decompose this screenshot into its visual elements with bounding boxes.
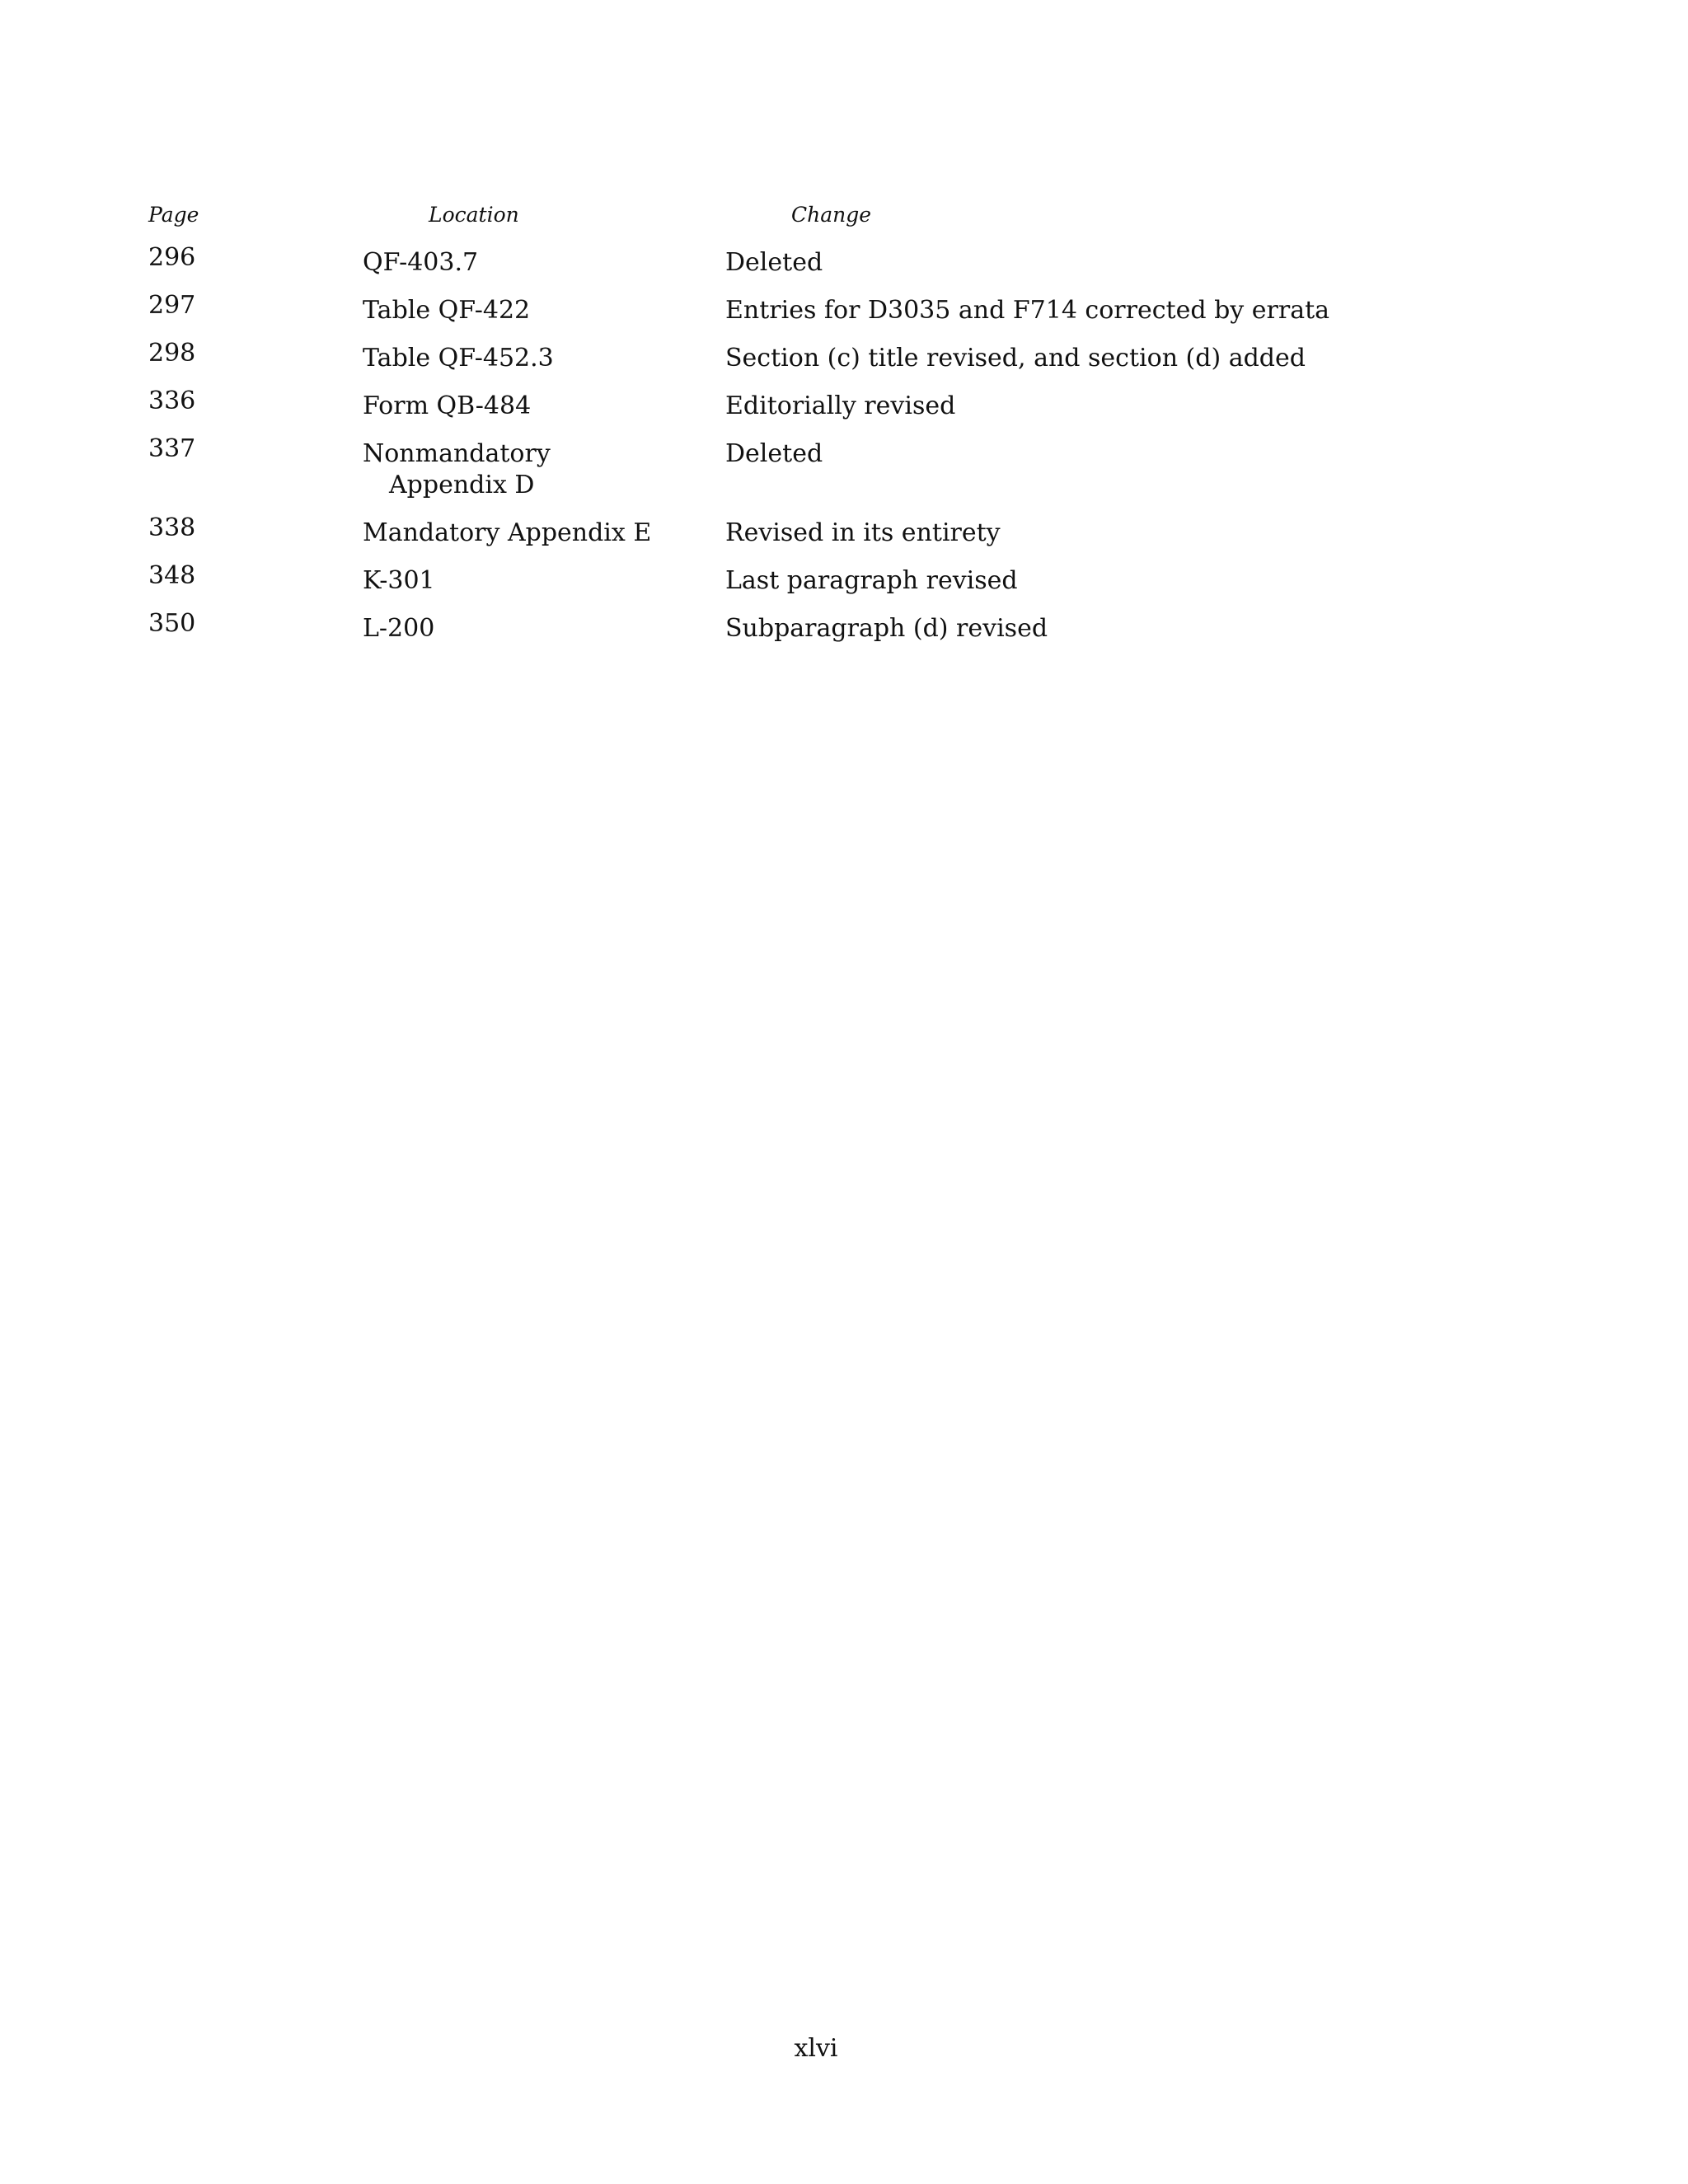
row-location-line: L-200 xyxy=(363,614,435,643)
table-row xyxy=(0,562,1688,610)
table-row xyxy=(0,514,1688,562)
row-page-number: 298 xyxy=(148,339,196,368)
table-row xyxy=(0,244,1688,292)
row-location-line: Form QB-484 xyxy=(363,391,532,420)
row-location xyxy=(363,247,709,279)
row-location xyxy=(363,613,709,644)
row-page-number: 348 xyxy=(148,561,196,590)
row-location xyxy=(363,343,709,374)
row-location-line: K-301 xyxy=(363,566,435,595)
column-header-location: Location xyxy=(429,203,519,227)
row-location-line: Appendix D xyxy=(389,471,535,499)
row-location-line: Nonmandatory xyxy=(363,439,551,468)
row-location xyxy=(363,295,709,326)
row-change: Revised in its entirety xyxy=(725,518,1001,547)
column-header-page: Page xyxy=(148,203,199,227)
row-page-number: 296 xyxy=(148,243,196,272)
row-page-number: 338 xyxy=(148,513,196,542)
row-change: Deleted xyxy=(725,439,823,468)
row-change: Deleted xyxy=(725,248,823,277)
row-location-line: Table QF-452.3 xyxy=(363,344,554,373)
row-change: Last paragraph revised xyxy=(725,566,1018,595)
table-row xyxy=(0,387,1688,435)
changes-table xyxy=(0,244,1688,658)
column-header-change: Change xyxy=(791,203,872,227)
row-page-number: 350 xyxy=(148,609,196,638)
row-page-number: 336 xyxy=(148,387,196,415)
table-row xyxy=(0,292,1688,340)
row-page-number: 297 xyxy=(148,291,196,320)
table-header xyxy=(0,203,1688,236)
row-change: Entries for D3035 and F714 corrected by errata xyxy=(725,296,1330,325)
table-row xyxy=(0,340,1688,387)
table-row xyxy=(0,435,1688,514)
row-location xyxy=(363,391,709,422)
page-folio: xlvi xyxy=(794,2034,838,2063)
row-location xyxy=(363,518,709,549)
row-change: Section (c) title revised, and section (d) added xyxy=(725,344,1306,373)
row-change: Editorially revised xyxy=(725,391,956,420)
table-row xyxy=(0,610,1688,658)
row-location xyxy=(363,565,709,597)
row-location-line: Table QF-422 xyxy=(363,296,531,325)
row-location xyxy=(363,438,709,501)
row-location-line: Mandatory Appendix E xyxy=(363,518,652,547)
row-location-line: QF-403.7 xyxy=(363,248,479,277)
row-page-number: 337 xyxy=(148,434,196,463)
row-change: Subparagraph (d) revised xyxy=(725,614,1048,643)
